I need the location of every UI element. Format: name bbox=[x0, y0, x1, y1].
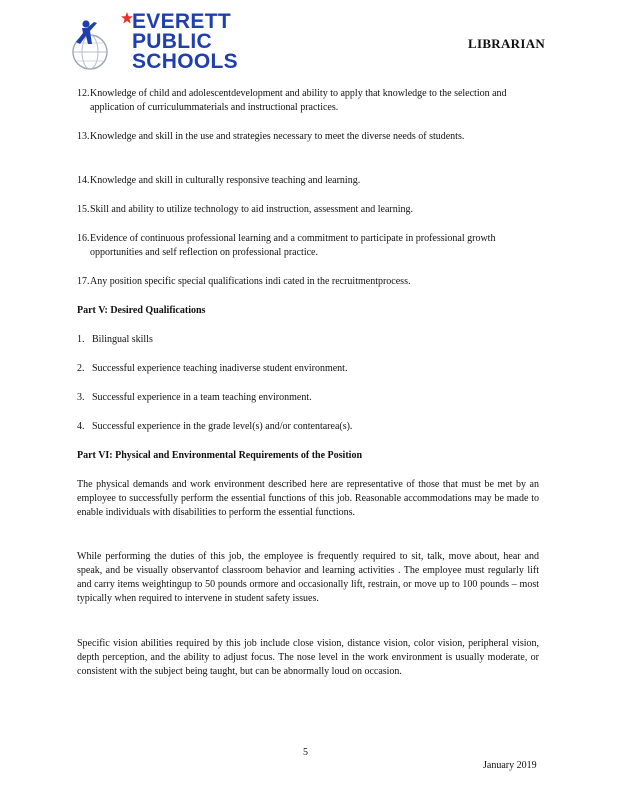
section-heading-physical-requirements: Part VI: Physical and Environmental Requirements of the Position bbox=[77, 450, 363, 461]
list-item-text: Successful experience in the grade level(s) and/or contentarea(s). bbox=[92, 421, 353, 432]
list-item bbox=[77, 420, 542, 434]
section-heading-desired-qualifications: Part V: Desired Qualifications bbox=[77, 305, 206, 316]
list-item-text: Successful experience teaching inadiverse student environment. bbox=[92, 363, 348, 374]
district-logo bbox=[70, 12, 245, 78]
list-item-number: 14. bbox=[77, 175, 90, 186]
list-item-text: Knowledge and skill in the use and strategies necessary to meet the diverse needs of students. bbox=[90, 131, 465, 142]
figure-icon bbox=[76, 20, 97, 44]
list-item-number: 2. bbox=[77, 363, 85, 374]
list-item bbox=[77, 130, 542, 144]
list-item-number: 12. bbox=[77, 88, 90, 99]
list-item-text: Successful experience in a team teaching environment. bbox=[92, 392, 312, 403]
list-item-text: Knowledge and skill in culturally responsive teaching and learning. bbox=[90, 175, 361, 186]
list-item bbox=[77, 275, 542, 289]
list-item-number: 16. bbox=[77, 233, 90, 244]
list-item bbox=[77, 203, 542, 217]
list-item-number: 17. bbox=[77, 276, 90, 287]
list-item bbox=[77, 174, 542, 188]
list-item-text: Knowledge of child and adolescentdevelopment and ability to apply that knowledge to the selection and application of curriculummaterials and instructional practices. bbox=[90, 88, 507, 113]
logo-line-3: SCHOOLS bbox=[132, 50, 238, 73]
list-item-number: 4. bbox=[77, 421, 85, 432]
list-item-text: Any position specific special qualifications indi cated in the recruitmentprocess. bbox=[90, 276, 411, 287]
list-item-text: Skill and ability to utilize technology to aid instruction, assessment and learning. bbox=[90, 204, 413, 215]
logo-line-1: EVERETT bbox=[132, 10, 231, 33]
paragraph-duties: While performing the duties of this job, the employee is frequently required to sit, talk, move about, hear and speak, and be visually observantof classroom behavior and learning activities . The employee must regularly lift and carry items weightingup to 50 pounds ormore and occasionally lift, restrain, or move up to 100 pounds – most typically when required to intervene in student safety issues. bbox=[77, 551, 539, 604]
paragraph-physical-demands: The physical demands and work environment described here are representative of those that must be met by an employee to successfully perform the essential functions of this job. Reasonable accommodations may be made to enable individuals with disabilities to perform the essential functions. bbox=[77, 479, 539, 518]
logo-text bbox=[132, 12, 238, 72]
list-item bbox=[77, 333, 542, 347]
list-item bbox=[77, 87, 542, 115]
list-item-number: 13. bbox=[77, 131, 90, 142]
list-item-text: Bilingual skills bbox=[92, 334, 153, 345]
list-item-text: Evidence of continuous professional learning and a commitment to participate in professional growth opportunities and self reflection on professional practice. bbox=[90, 233, 496, 258]
document-title: LIBRARIAN bbox=[468, 36, 546, 51]
revision-date: January 2019 bbox=[483, 760, 537, 771]
list-item bbox=[77, 362, 542, 376]
paragraph-vision: Specific vision abilities required by this job include close vision, distance vision, color vision, peripheral vision, depth perception, and the ability to adjust focus. The nose level in the work environment is usually moderate, or consistent with the subject being taught, but can be abnormally loud on occasion. bbox=[77, 638, 539, 677]
globe-icon bbox=[70, 14, 110, 76]
logo-line-2: PUBLIC bbox=[132, 30, 212, 53]
list-item bbox=[77, 232, 542, 260]
page-number: 5 bbox=[303, 747, 308, 758]
list-item bbox=[77, 391, 542, 405]
list-item-number: 3. bbox=[77, 392, 85, 403]
list-item-number: 15. bbox=[77, 204, 90, 215]
list-item-number: 1. bbox=[77, 334, 85, 345]
